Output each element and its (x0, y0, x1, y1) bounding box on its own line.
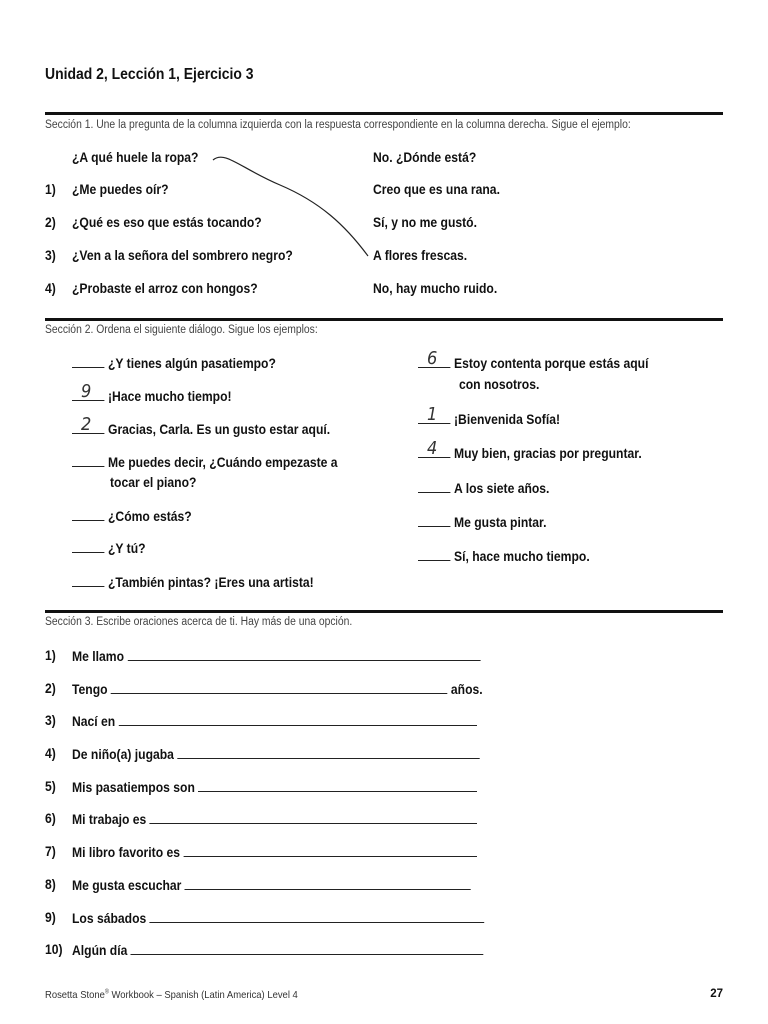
section-2-instructions: Sección 2. Ordena el siguiente diálogo. Sigue los ejemplos: (45, 324, 318, 336)
question-text: ¿Qué es eso que estás tocando? (72, 215, 262, 230)
answer-line[interactable] (185, 877, 471, 890)
section-divider (45, 610, 723, 613)
example-question: ¿A qué huele la ropa? (72, 150, 199, 165)
dialog-item[interactable]: ¿Y tú? (72, 540, 146, 556)
section-divider (45, 318, 723, 321)
question-number: 3) (45, 248, 56, 263)
dialog-item[interactable]: 1 ¡Bienvenida Sofía! (418, 411, 560, 427)
answer-mark: 1 (427, 404, 438, 425)
answer-text: No. ¿Dónde está? (373, 150, 477, 165)
item-number: 8) (45, 877, 56, 892)
dialog-item-continuation: tocar el piano? (110, 475, 197, 490)
answer-line[interactable] (131, 942, 484, 955)
answer-line[interactable] (119, 713, 477, 726)
sentence-item[interactable]: Mis pasatiempos son (72, 779, 477, 795)
item-number: 1) (45, 648, 56, 663)
page-number: 27 (710, 988, 723, 1000)
dialog-item[interactable]: 6 Estoy contenta porque estás aquí (418, 355, 648, 371)
answer-mark: 9 (81, 381, 92, 402)
answer-line[interactable] (198, 779, 477, 792)
answer-text: No, hay mucho ruido. (373, 281, 498, 296)
dialog-item[interactable]: ¿Cómo estás? (72, 508, 192, 524)
sentence-item[interactable]: Mi trabajo es (72, 811, 477, 827)
dialog-item-continuation: con nosotros. (459, 377, 540, 392)
dialog-item[interactable]: Me puedes decir, ¿Cuándo empezaste a (72, 454, 338, 470)
sentence-item[interactable]: Me gusta escuchar (72, 877, 471, 893)
sentence-item[interactable]: Algún día (72, 942, 484, 958)
question-text: ¿Ven a la señora del sombrero negro? (72, 248, 293, 263)
section-3-instructions: Sección 3. Escribe oraciones acerca de ti. Hay más de una opción. (45, 616, 353, 628)
question-number: 2) (45, 215, 56, 230)
footer-text: Rosetta Stone® Workbook – Spanish (Latin America) Level 4 (45, 989, 298, 1001)
question-number: 1) (45, 182, 56, 197)
sentence-item[interactable]: Me llamo (72, 648, 480, 664)
dialog-item[interactable]: Me gusta pintar. (418, 514, 547, 530)
answer-text: A flores frescas. (373, 248, 468, 263)
dialog-item[interactable]: ¿Y tienes algún pasatiempo? (72, 355, 276, 371)
question-text: ¿Probaste el arroz con hongos? (72, 281, 258, 296)
item-number: 5) (45, 779, 56, 794)
section-divider (45, 112, 723, 115)
answer-mark: 2 (81, 414, 92, 435)
sentence-item[interactable]: Tengo años. (72, 682, 483, 697)
item-number: 4) (45, 746, 56, 761)
answer-line[interactable] (150, 811, 478, 824)
dialog-item[interactable]: Sí, hace mucho tiempo. (418, 548, 590, 564)
answer-text: Sí, y no me gustó. (373, 215, 477, 230)
sentence-item[interactable]: Nací en (72, 713, 477, 729)
answer-line[interactable] (111, 681, 448, 694)
item-number: 2) (45, 681, 56, 696)
question-number: 4) (45, 281, 56, 296)
question-text: ¿Me puedes oír? (72, 182, 169, 197)
item-number: 3) (45, 713, 56, 728)
dialog-item[interactable]: 2 Gracias, Carla. Es un gusto estar aquí. (72, 421, 330, 437)
answer-line[interactable] (183, 844, 476, 857)
answer-mark: 4 (427, 438, 438, 459)
dialog-item[interactable]: ¿También pintas? ¡Eres una artista! (72, 574, 314, 590)
sentence-item[interactable]: Los sábados (72, 910, 484, 926)
dialog-item[interactable]: 4 Muy bien, gracias por preguntar. (418, 445, 642, 461)
page-title: Unidad 2, Lección 1, Ejercicio 3 (45, 66, 254, 83)
answer-line[interactable] (127, 648, 480, 661)
item-number: 6) (45, 811, 56, 826)
sentence-item[interactable]: De niño(a) jugaba (72, 746, 480, 762)
section-1-instructions: Sección 1. Une la pregunta de la columna izquierda con la respuesta correspondiente en la columna derecha. Sigue el ejemplo: (45, 119, 631, 131)
answer-line[interactable] (177, 746, 479, 759)
item-number: 10) (45, 942, 63, 957)
sentence-item[interactable]: Mi libro favorito es (72, 844, 477, 860)
answer-mark: 6 (427, 348, 438, 369)
item-number: 7) (45, 844, 56, 859)
answer-line[interactable] (150, 910, 485, 923)
answer-text: Creo que es una rana. (373, 182, 500, 197)
item-number: 9) (45, 910, 56, 925)
dialog-item[interactable]: A los siete años. (418, 480, 549, 496)
dialog-item[interactable]: 9 ¡Hace mucho tiempo! (72, 388, 232, 404)
